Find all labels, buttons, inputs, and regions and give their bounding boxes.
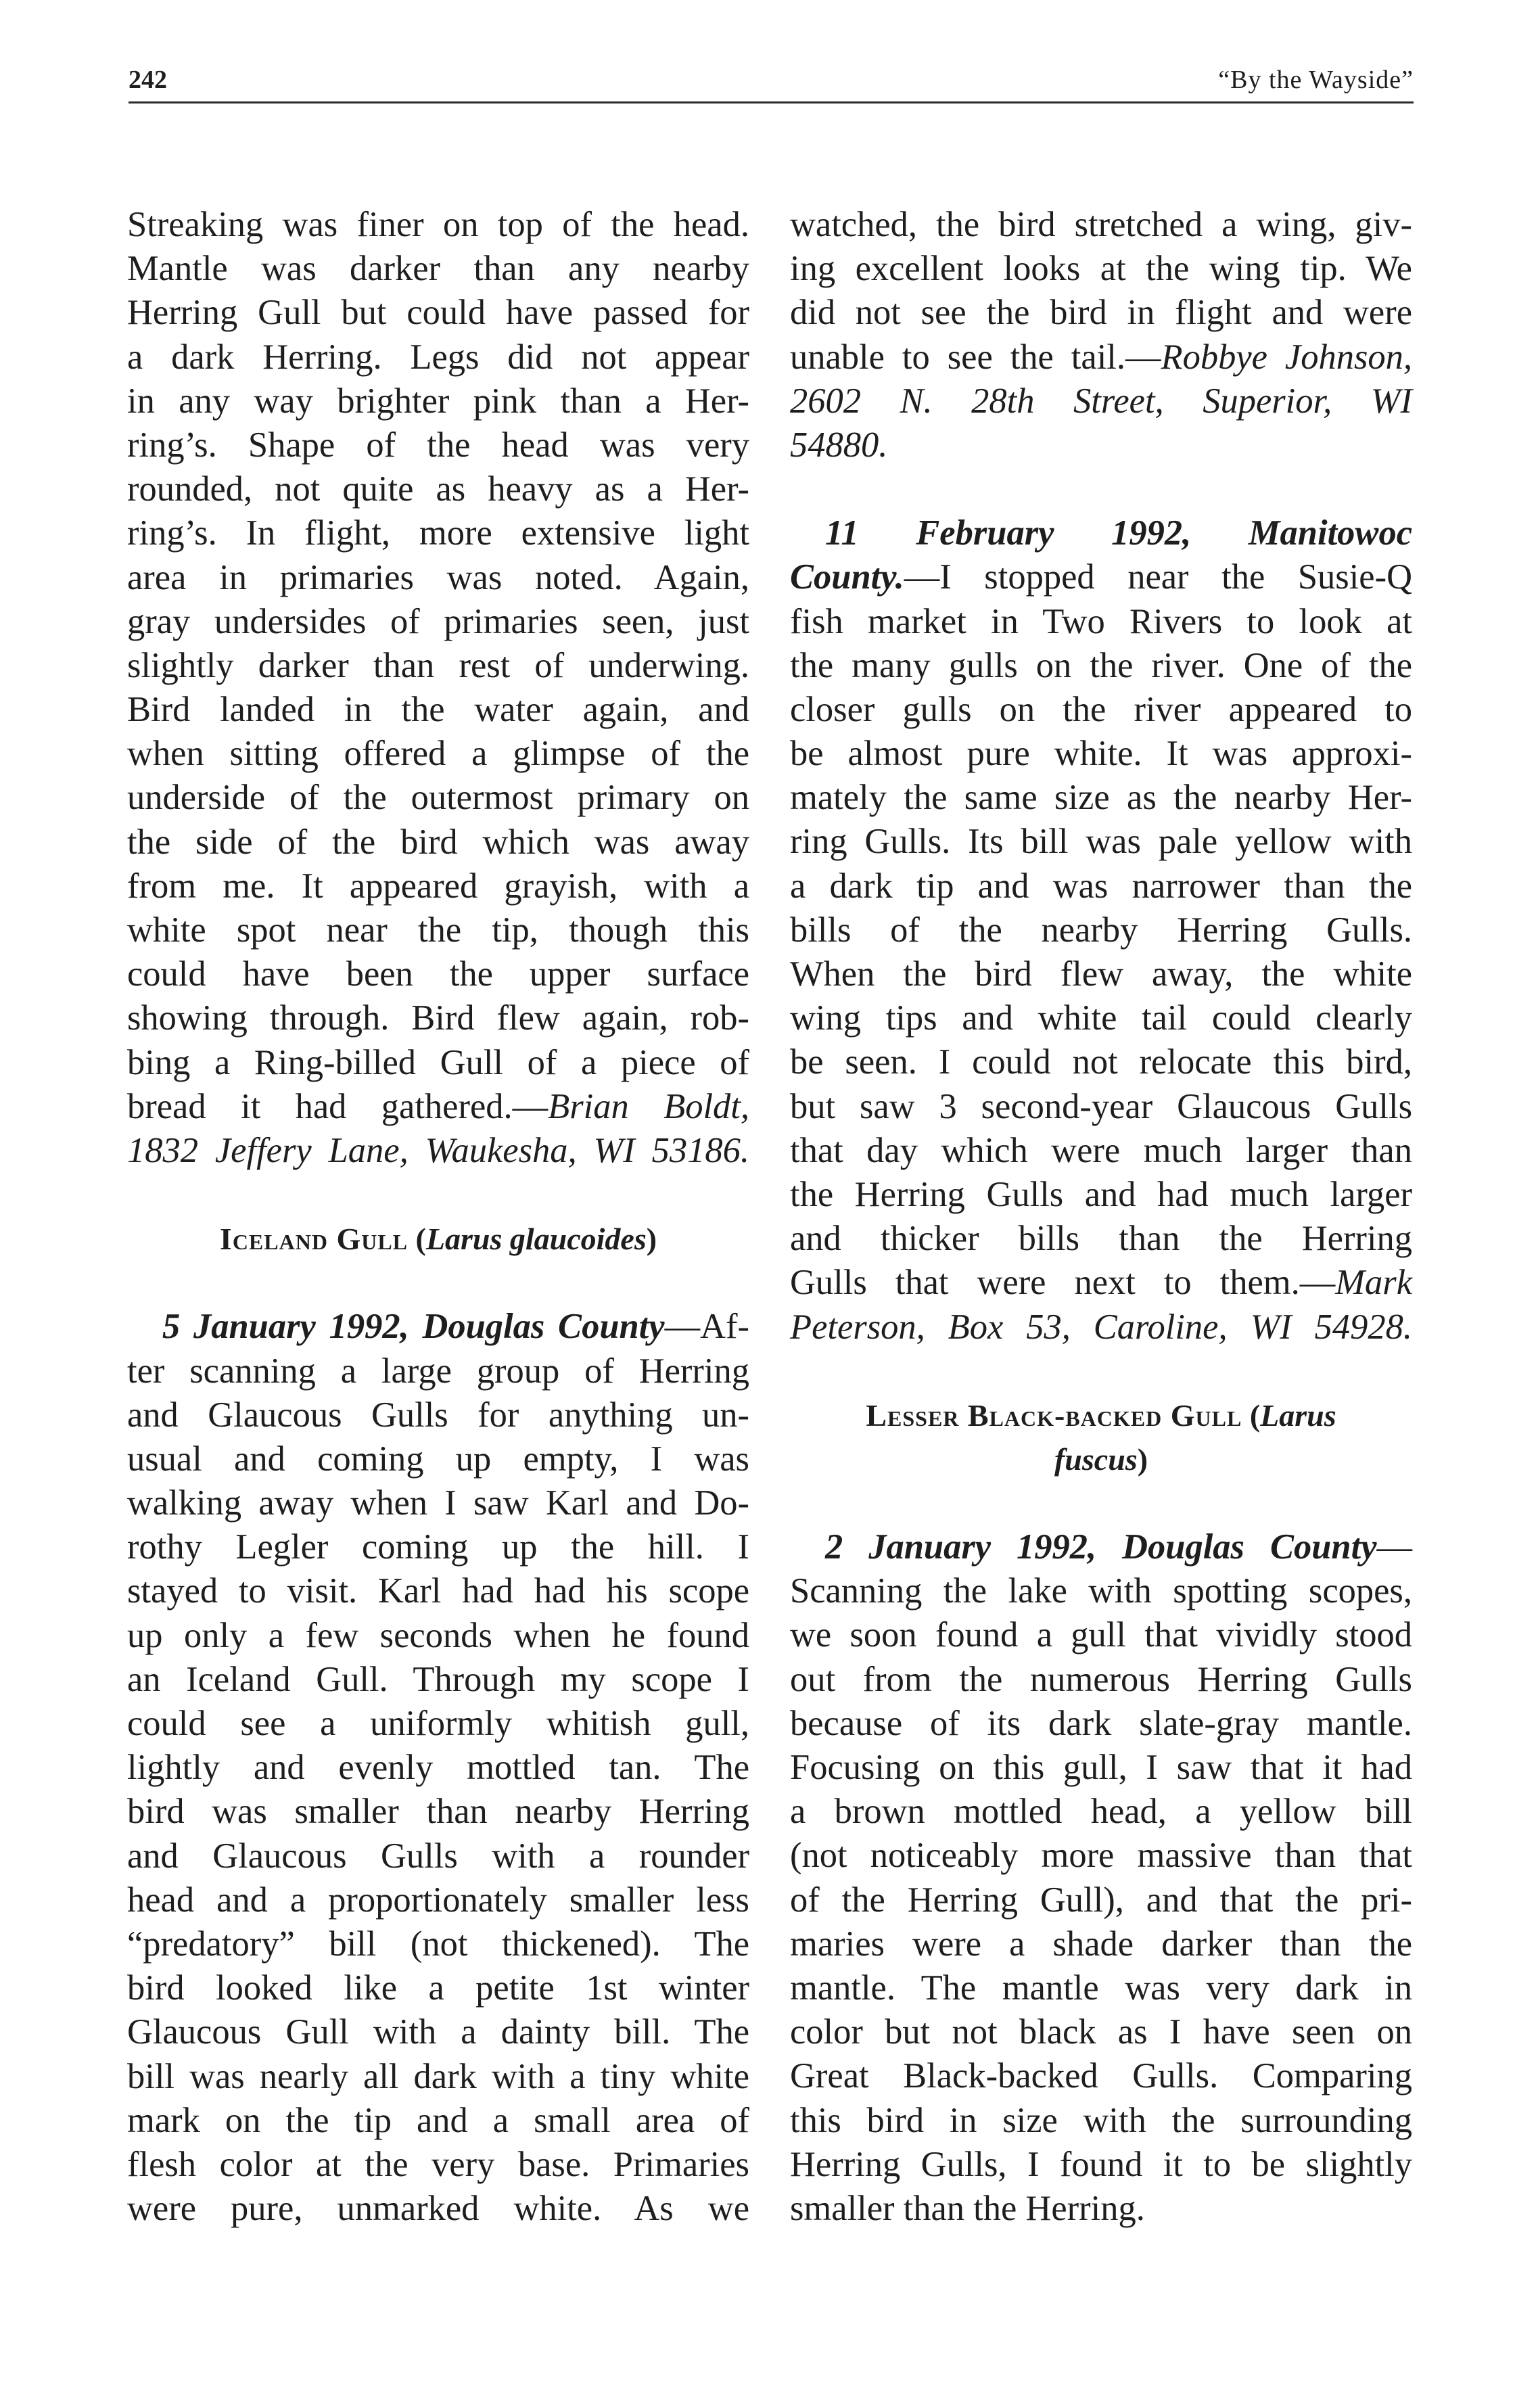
left-column bbox=[127, 203, 749, 2231]
text-line: (not noticeably more massive than that bbox=[790, 1836, 1412, 1876]
text-line: be seen. I could not relocate this bird, bbox=[790, 1042, 1412, 1082]
text-line: in any way brighter pink than a Her- bbox=[127, 381, 749, 421]
text-line: head and a proportionately smaller less bbox=[127, 1880, 749, 1920]
text-line: mantle. The mantle was very dark in bbox=[790, 1968, 1412, 2008]
lesser-black-backed-gull-report bbox=[790, 1525, 1412, 2231]
paren-open: ( bbox=[415, 1222, 426, 1257]
date-place: 11 February 1992, Manitowoc bbox=[825, 513, 1412, 553]
date-place: 2 January 1992, Douglas County bbox=[825, 1527, 1377, 1567]
text-line: could see a uniformly whitish gull, bbox=[127, 1704, 749, 1743]
text-line: slightly darker than rest of underwing. bbox=[127, 645, 749, 685]
text-line: that day which were much larger than bbox=[790, 1130, 1412, 1170]
scientific-name-genus: Larus bbox=[1260, 1397, 1336, 1433]
text-line: bird looked like a petite 1st winter bbox=[127, 1968, 749, 2008]
spacer bbox=[127, 1261, 749, 1305]
spacer bbox=[790, 1481, 1412, 1525]
text-line: ter scanning a large group of Herring bbox=[127, 1351, 749, 1391]
text-line: white spot near the tip, though this bbox=[127, 910, 749, 950]
text-line: flesh color at the very base. Primaries bbox=[127, 2144, 749, 2184]
observer-name: Robbye Johnson, bbox=[1161, 337, 1412, 377]
text-line: the side of the bird which was away bbox=[127, 822, 749, 862]
text-line: and thicker bills than the Herring bbox=[790, 1219, 1412, 1259]
text-segment: —I stopped near the Susie-Q bbox=[904, 557, 1412, 597]
text-line: a dark tip and was narrower than the bbox=[790, 866, 1412, 906]
text-line: usual and coming up empty, I was bbox=[127, 1439, 749, 1479]
text-line: ring’s. In flight, more extensive light bbox=[127, 513, 749, 553]
text-line: When the bird flew away, the white bbox=[790, 954, 1412, 994]
text-line: Herring Gulls, I found it to be slightly bbox=[790, 2144, 1412, 2184]
manitowoc-report bbox=[790, 511, 1412, 1349]
report-lead-line bbox=[790, 555, 1412, 599]
observer-address: 2602 N. 28th Street, Superior, WI bbox=[790, 381, 1412, 421]
observer-address: 1832 Jeffery Lane, Waukesha, WI 53186. bbox=[127, 1130, 749, 1170]
text-line: were pure, unmarked white. As we bbox=[127, 2189, 749, 2229]
text-line: walking away when I saw Karl and Do- bbox=[127, 1483, 749, 1523]
text-line: fish market in Two Rivers to look at bbox=[790, 601, 1412, 641]
text-line: Glaucous Gull with a dainty bill. The bbox=[127, 2012, 749, 2052]
text-line: bing a Ring-billed Gull of a piece of bbox=[127, 1042, 749, 1082]
text-line: when sitting offered a glimpse of the bbox=[127, 734, 749, 774]
running-head bbox=[129, 65, 1414, 99]
text-line: did not see the bird in flight and were bbox=[790, 293, 1412, 333]
text-line: from me. It appeared grayish, with a bbox=[127, 866, 749, 906]
text-line: we soon found a gull that vividly stood bbox=[790, 1615, 1412, 1655]
county: County. bbox=[790, 557, 904, 597]
text-line: mately the same size as the nearby Her- bbox=[790, 778, 1412, 818]
text-line: Great Black-backed Gulls. Comparing bbox=[790, 2056, 1412, 2096]
text-line: because of its dark slate-gray mantle. bbox=[790, 1703, 1412, 1743]
byline-line bbox=[790, 1261, 1412, 1305]
iceland-gull-report-continued bbox=[790, 203, 1412, 467]
text-line: could have been the upper surface bbox=[127, 954, 749, 994]
text-line: Scanning the lake with spotting scopes, bbox=[790, 1571, 1412, 1611]
boldt-report bbox=[127, 203, 749, 1173]
report-lead-line bbox=[790, 1525, 1412, 1569]
text-line: bill was nearly all dark with a tiny white bbox=[127, 2056, 749, 2096]
text-segment: unable to see the tail.— bbox=[790, 337, 1161, 377]
text-line: gray undersides of primaries seen, just bbox=[127, 601, 749, 641]
text-line: lightly and evenly mottled tan. The bbox=[127, 1748, 749, 1788]
text-line: Bird landed in the water again, and bbox=[127, 690, 749, 730]
text-line: rothy Legler coming up the hill. I bbox=[127, 1527, 749, 1567]
observer-address: 54880. bbox=[790, 425, 888, 465]
text-line: smaller than the Herring. bbox=[790, 2188, 1145, 2228]
paren-open: ( bbox=[1249, 1397, 1261, 1433]
species-heading-iceland-gull bbox=[127, 1217, 749, 1261]
text-line: “predatory” bill (not thickened). The bbox=[127, 1924, 749, 1964]
text-line: ring Gulls. Its bill was pale yellow with bbox=[790, 822, 1412, 862]
header-rule bbox=[129, 101, 1414, 103]
text-line: a brown mottled head, a yellow bill bbox=[790, 1792, 1412, 1832]
text-line: this bird in size with the surrounding bbox=[790, 2100, 1412, 2140]
text-line: be almost pure white. It was approxi- bbox=[790, 734, 1412, 774]
species-heading-lesser-black-backed-gull bbox=[790, 1393, 1412, 1481]
paren-close: ) bbox=[646, 1222, 657, 1257]
text-line: wing tips and white tail could clearly bbox=[790, 998, 1412, 1038]
text-line: out from the numerous Herring Gulls bbox=[790, 1659, 1412, 1699]
text-line: the Herring Gulls and had much larger bbox=[790, 1174, 1412, 1214]
text-line: Focusing on this gull, I saw that it had bbox=[790, 1748, 1412, 1787]
spacer bbox=[790, 467, 1412, 511]
text-line: ing excellent looks at the wing tip. We bbox=[790, 249, 1412, 289]
text-segment: — bbox=[1376, 1527, 1412, 1567]
text-line: the many gulls on the river. One of the bbox=[790, 645, 1412, 685]
report-lead-line bbox=[127, 1305, 749, 1349]
text-segment: —Af- bbox=[664, 1307, 749, 1347]
page-number: 242 bbox=[129, 66, 167, 94]
scientific-name-species: fuscus bbox=[1054, 1441, 1138, 1477]
byline-line bbox=[790, 335, 1412, 379]
text-line: showing through. Bird flew again, rob- bbox=[127, 998, 749, 1038]
heading-line bbox=[790, 1393, 1412, 1437]
text-line: an Iceland Gull. Through my scope I bbox=[127, 1659, 749, 1699]
text-line: mark on the tip and a small area of bbox=[127, 2100, 749, 2140]
common-name: Iceland Gull bbox=[219, 1222, 409, 1257]
right-column bbox=[790, 203, 1412, 2231]
text-line: of the Herring Gull), and that the pri- bbox=[790, 1880, 1412, 1920]
text-line: and Glaucous Gulls with a rounder bbox=[127, 1836, 749, 1876]
text-line: and Glaucous Gulls for anything un- bbox=[127, 1395, 749, 1435]
text-line: a dark Herring. Legs did not appear bbox=[127, 337, 749, 377]
text-line: underside of the outermost primary on bbox=[127, 778, 749, 818]
iceland-gull-report bbox=[127, 1305, 749, 2231]
running-title: “By the Wayside” bbox=[1218, 66, 1414, 94]
text-line: ring’s. Shape of the head was very bbox=[127, 425, 749, 465]
observer-address: Peterson, Box 53, Caroline, WI 54928. bbox=[790, 1307, 1412, 1347]
text-line: Herring Gull but could have passed for bbox=[127, 293, 749, 333]
heading-line bbox=[790, 1437, 1412, 1481]
text-segment: bread it had gathered.— bbox=[127, 1086, 549, 1126]
spacer bbox=[127, 1173, 749, 1217]
text-line: maries were a shade darker than the bbox=[790, 1924, 1412, 1964]
text-line: bills of the nearby Herring Gulls. bbox=[790, 910, 1412, 950]
text-line: Mantle was darker than any nearby bbox=[127, 249, 749, 289]
observer-name: Mark bbox=[1335, 1263, 1412, 1303]
text-line: watched, the bird stretched a wing, giv- bbox=[790, 205, 1412, 244]
byline-line bbox=[127, 1085, 749, 1129]
text-line: bird was smaller than nearby Herring bbox=[127, 1792, 749, 1832]
text-line: closer gulls on the river appeared to bbox=[790, 689, 1412, 729]
text-line: up only a few seconds when he found bbox=[127, 1615, 749, 1655]
text-line: stayed to visit. Karl had had his scope bbox=[127, 1571, 749, 1611]
text-segment: Gulls that were next to them.— bbox=[790, 1263, 1336, 1303]
spacer bbox=[790, 1349, 1412, 1393]
common-name: Lesser Black-backed Gull bbox=[866, 1397, 1242, 1433]
date-place: 5 January 1992, Douglas County bbox=[162, 1307, 665, 1347]
paren-close: ) bbox=[1137, 1441, 1148, 1477]
text-line: rounded, not quite as heavy as a Her- bbox=[127, 469, 749, 509]
text-line: color but not black as I have seen on bbox=[790, 2012, 1412, 2052]
scientific-name: Larus glaucoides bbox=[425, 1222, 647, 1257]
text-line: Streaking was finer on top of the head. bbox=[127, 205, 749, 244]
text-line: area in primaries was noted. Again, bbox=[127, 557, 749, 597]
text-line: but saw 3 second-year Glaucous Gulls bbox=[790, 1086, 1412, 1126]
observer-name: Brian Boldt, bbox=[548, 1086, 749, 1126]
